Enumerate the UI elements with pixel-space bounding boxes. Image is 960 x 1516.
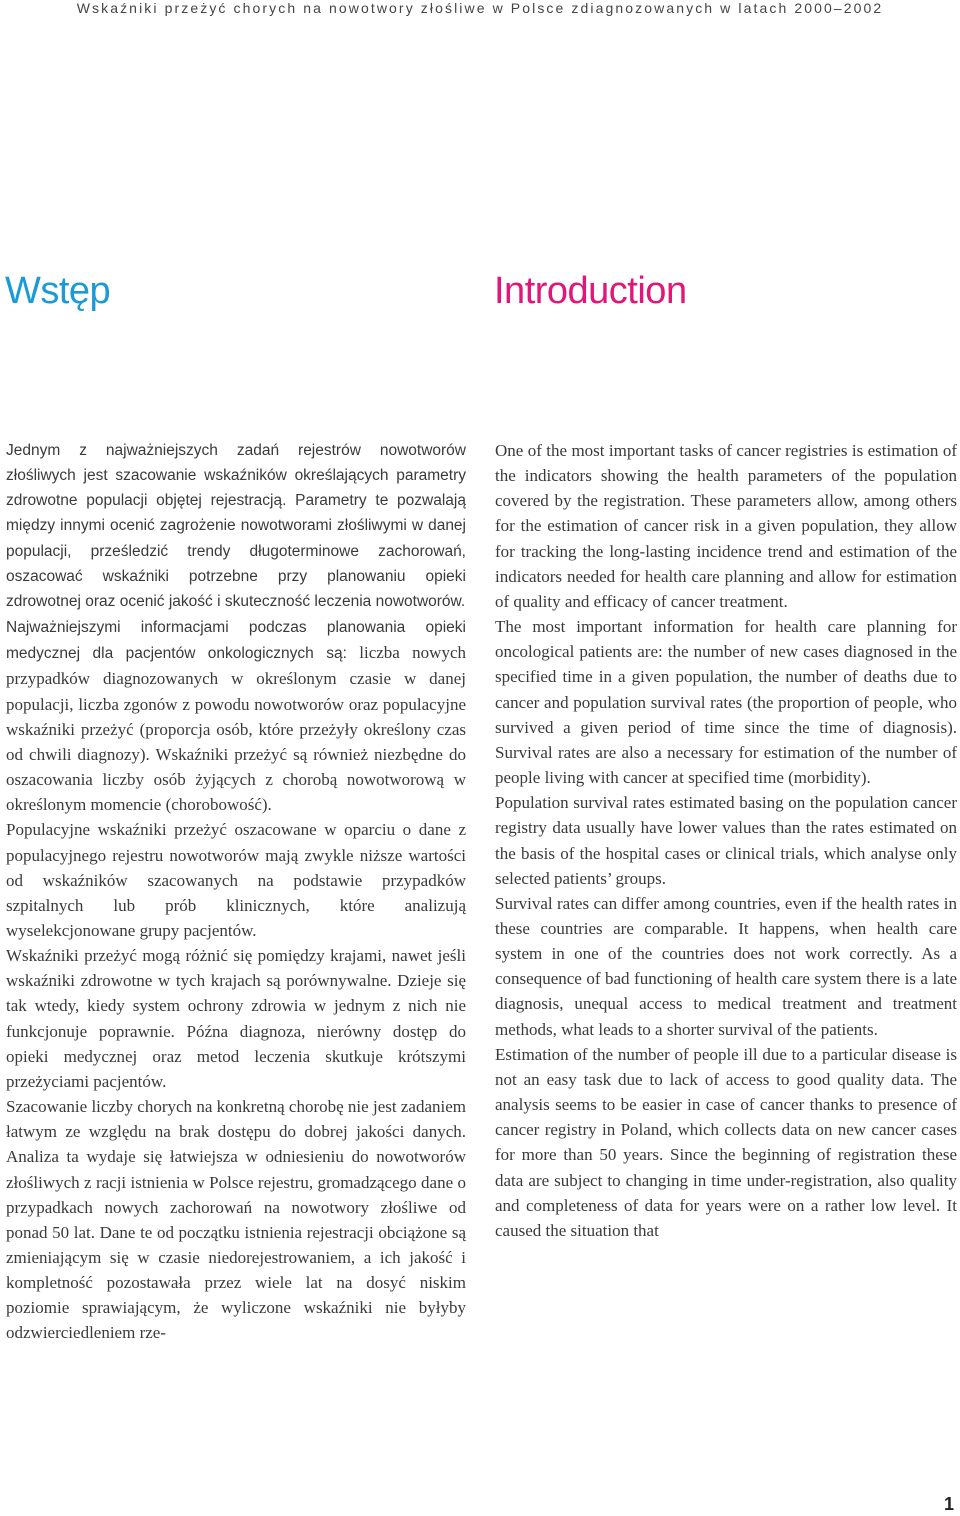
english-heading: Introduction <box>494 270 687 312</box>
polish-paragraph-lead: Najważniejszymi informacjami podczas planowania opieki medycznej dla pacjentów onkologicznych są: <box>6 619 466 663</box>
polish-paragraph: Jednym z najważniejszych zadań rejestrów nowotworów złośliwych jest szacowanie wskaźników określających parametry zdrowotne populacji objętej rejestracją. Parametry te pozwalają między innymi ocenić zagrożenie nowotworami złośliwymi w danej populacji, prześledzić trendy długoterminowe zachorowań, oszacować wskaźniki potrzebne przy planowaniu opieki zdrowotnej oraz ocenić jakość i skuteczność leczenia nowotworów. <box>6 442 466 610</box>
english-paragraph: Population survival rates estimated basing on the population cancer registry data usually have lower values than the rates estimated on the basis of the hospital cases or clinical trials, which analyse only selected patients’ groups. <box>495 793 957 888</box>
english-paragraph: Estimation of the number of people ill due to a particular disease is not an easy task due to lack of access to good quality data. The analysis seems to be easier in case of cancer thanks to presence of cancer registry in Poland, which collects data on new cancer cases for more than 50 years. Since the beginning of registration these data are subject to changing in time under-registration, also quality and completeness of data for years were on a rather low level. It caused the situation that <box>495 1044 957 1240</box>
page-number: 1 <box>943 1494 954 1514</box>
english-paragraph: The most important information for health care planning for oncological patients are: the number of new cases diagnosed in the specified time in a given population, the number of deaths due to cancer and population survival rates (the proportion of people, who survived a given period of time since the time of diagnosis). Survival rates are also a necessary for estimation of the number of people living with cancer at specified time (morbidity). <box>495 617 957 788</box>
english-column <box>495 438 957 1243</box>
polish-paragraph <box>6 614 466 817</box>
polish-paragraph-rest: liczba nowych przypadków diagnozowanych w określonym czasie w danej populacji, liczba zgonów z powodu nowotworów oraz populacyjne wskaźniki przeżyć (proporcja osób, które przeżyły określony czas od chwili diagnozy). Wskaźniki przeżyć są również niezbędne do oszacowania liczby osób żyjących z chorobą nowotworową w określonym momencie (chorobowość). <box>6 643 467 815</box>
polish-heading: Wstęp <box>5 270 111 312</box>
english-paragraph: One of the most important tasks of cancer registries is estimation of the indicators showing the health parameters of the population covered by the registration. These parameters allow, among others for the estimation of cancer risk in a given population, they allow for tracking the long-lasting incidence trend and estimation of the indicators needed for health care planning and allow for estimation of quality and efficacy of cancer treatment. <box>495 441 957 611</box>
polish-column <box>6 438 466 1346</box>
polish-paragraph: Szacowanie liczby chorych na konkretną chorobę nie jest zadaniem łatwym ze względu na brak dostępu do dobrej jakości danych. Analiza ta wydaje się łatwiejsza w odniesieniu do nowotworów złośliwych z racji istnienia w Polsce rejestru, gromadzącego dane o przypadkach nowych zachorowań na nowotwory złośliwe od ponad 50 lat. Dane te od początku istnienia rejestracji obciążone są zmieniającym się w czasie niedorejestrowaniem, a ich jakość i kompletność pozostawała przez wiele lat na dosyć niskim poziomie sprawiającym, że wyliczone wskaźniki nie byłyby odzwierciedleniem rze- <box>6 1097 466 1343</box>
polish-paragraph: Wskaźniki przeżyć mogą różnić się pomiędzy krajami, nawet jeśli wskaźniki zdrowotne w tych krajach są porównywalne. Dzieje się tak wtedy, kiedy system ochrony zdrowia w jednym z nich nie funkcjonuje poprawnie. Późna diagnoza, nierówny dostęp do opieki medycznej oraz metod leczenia skutkuje krótszymi przeżyciami pacjentów. <box>6 946 466 1091</box>
english-paragraph: Survival rates can differ among countries, even if the health rates in these countries are comparable. It happens, when health care system in one of the countries does not work correctly. As a consequence of bad functioning of health care system there is a late diagnosis, unequal access to medical treatment and treatment methods, what leads to a shorter survival of the patients. <box>495 893 957 1039</box>
running-header: Wskaźniki przeżyć chorych na nowotwory złośliwe w Polsce zdiagnozowanych w latach 2000–2002 <box>76 0 884 16</box>
polish-paragraph: Populacyjne wskaźniki przeżyć oszacowane w oparciu o dane z populacyjnego rejestru nowotworów mają zwykle niższe wartości od wskaźników szacowanych na podstawie przypadków szpitalnych lub prób klinicznych, które analizują wyselekcjonowane grupy pacjentów. <box>6 820 466 940</box>
